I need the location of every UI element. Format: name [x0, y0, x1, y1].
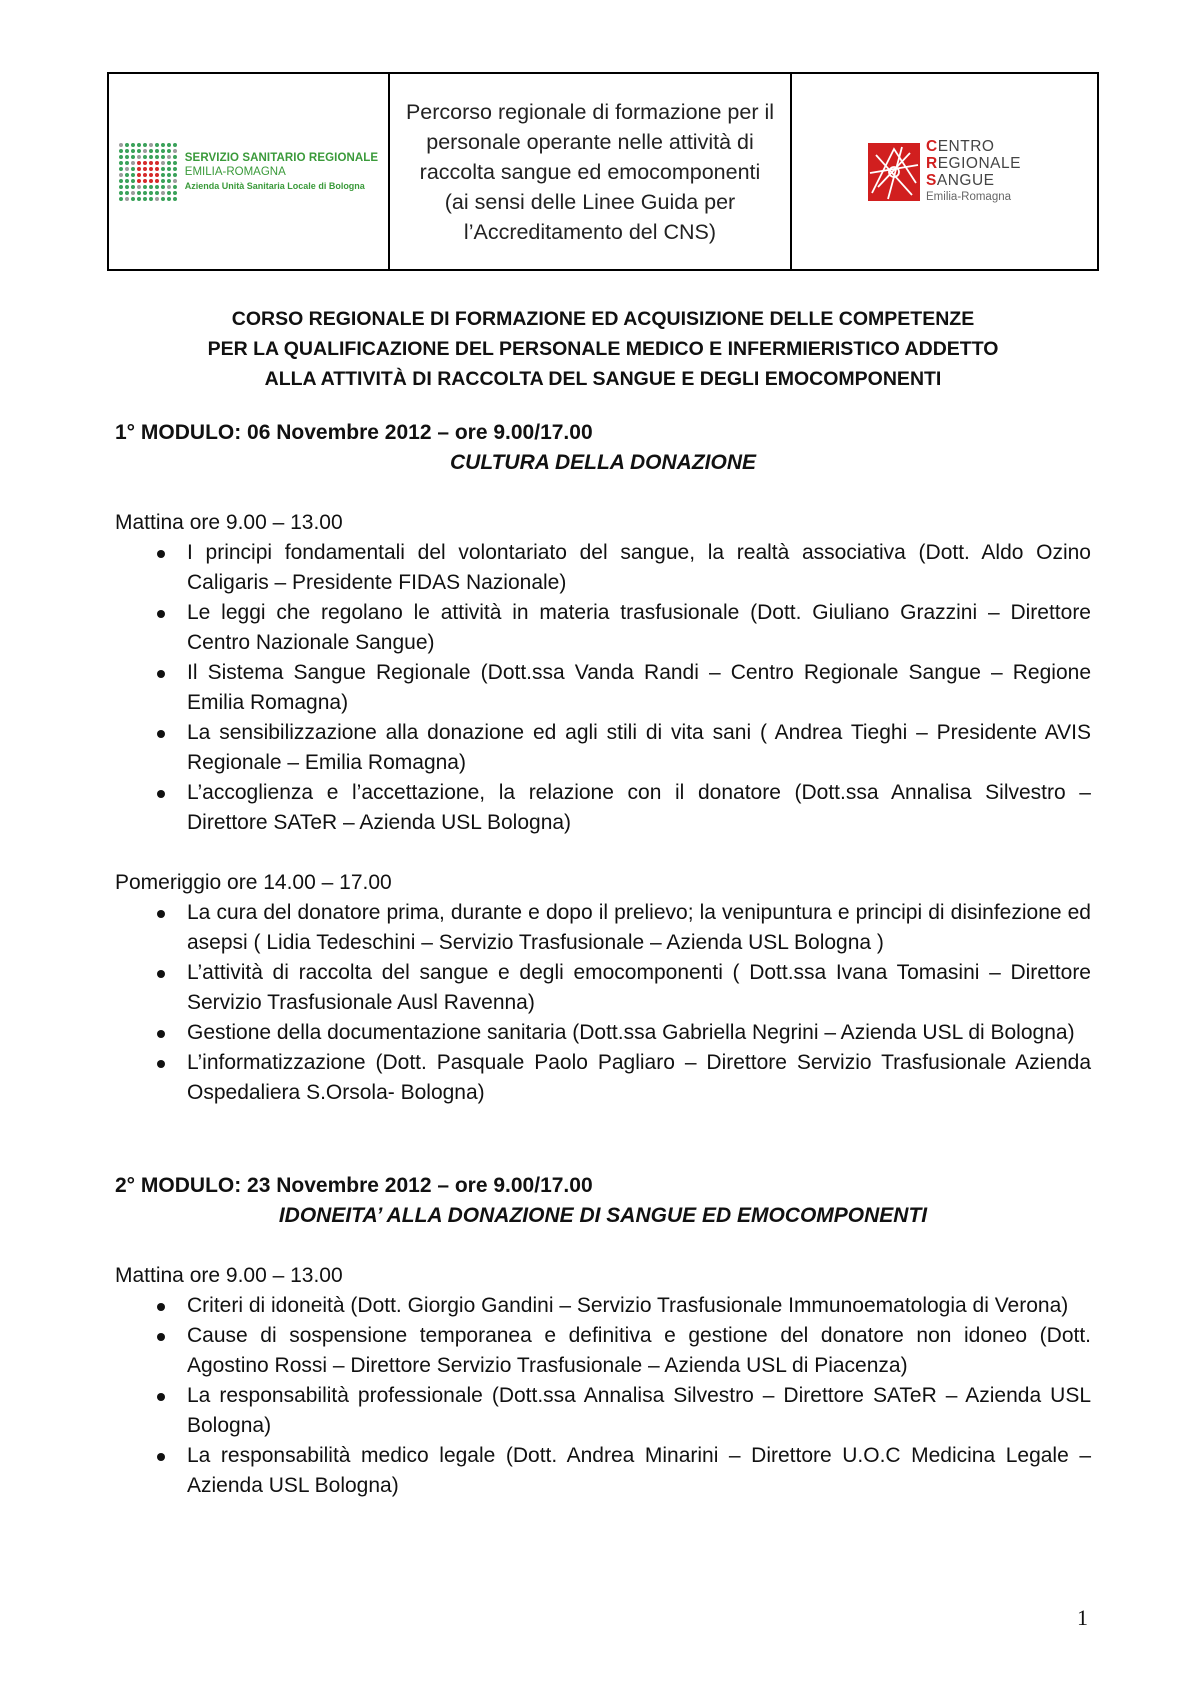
crs-logo-line4: Emilia-Romagna: [926, 190, 1012, 203]
module-1-subtitle: CULTURA DELLA DONAZIONE: [449, 451, 757, 474]
header-right-cell: [792, 74, 1097, 269]
list-item: Gestione della documentazione sanitaria (Dott.ssa Gabriella Negrini – Azienda USL di Bologna): [187, 1018, 1091, 1048]
header-center-text: [406, 97, 774, 247]
module-2-morning-list: [115, 1291, 1091, 1501]
list-item: Cause di sospensione temporanea e definitiva e gestione del donatore non idoneo (Dott. Agostino Rossi – Direttore Servizio Trasfusionale – Azienda USL di Piacenza): [187, 1321, 1091, 1381]
crs-mark-icon: [868, 143, 920, 201]
list-item: La cura del donatore prima, durante e dopo il prelievo; la venipuntura e principi di disinfezione ed asepsi ( Lidia Tedeschini – Servizio Trasfusionale – Azienda USL Bologna ): [187, 898, 1091, 958]
title-line: CORSO REGIONALE DI FORMAZIONE ED ACQUISIZIONE DELLE COMPETENZE: [231, 308, 975, 330]
list-item: La sensibilizzazione alla donazione ed agli stili di vita sani ( Andrea Tieghi – Presidente AVIS Regionale – Emilia Romagna): [187, 718, 1091, 778]
header-center-line: l’Accreditamento del CNS): [463, 219, 717, 244]
header-table: [107, 72, 1099, 271]
ssr-logo-line1: SERVIZIO SANITARIO REGIONALE: [184, 151, 379, 164]
title-line: ALLA ATTIVITÀ DI RACCOLTA DEL SANGUE E DEGLI EMOCOMPONENTI: [264, 368, 942, 390]
document-title: [107, 304, 1099, 394]
list-item: L’attività di raccolta del sangue e degli emocomponenti ( Dott.ssa Ivana Tomasini – Direttore Servizio Trasfusionale Ausl Ravenna): [187, 958, 1091, 1018]
list-item: Il Sistema Sangue Regionale (Dott.ssa Vanda Randi – Centro Regionale Sangue – Regione Emilia Romagna): [187, 658, 1091, 718]
header-left-cell: [109, 74, 390, 269]
list-item: I principi fondamentali del volontariato del sangue, la realtà associativa (Dott. Aldo Ozino Caligaris – Presidente FIDAS Nazionale): [187, 538, 1091, 598]
header-center-line: Percorso regionale di formazione per il: [405, 99, 775, 124]
list-item: L’accoglienza e l’accettazione, la relazione con il donatore (Dott.ssa Annalisa Silvestro – Direttore SATeR – Azienda USL Bologna): [187, 778, 1091, 838]
title-line: PER LA QUALIFICAZIONE DEL PERSONALE MEDICO E INFERMIERISTICO ADDETTO: [207, 338, 999, 360]
module-1: [115, 418, 1091, 1108]
list-item: L’informatizzazione (Dott. Pasquale Paolo Pagliaro – Direttore Servizio Trasfusionale Azienda Ospedaliera S.Orsola- Bologna): [187, 1048, 1091, 1108]
header-center-line: raccolta sangue ed emocomponenti: [419, 159, 761, 184]
list-item: Le leggi che regolano le attività in materia trasfusionale (Dott. Giuliano Grazzini – Direttore Centro Nazionale Sangue): [187, 598, 1091, 658]
header-center-cell: [390, 74, 792, 269]
crs-logo-line3: SANGUE: [926, 171, 995, 189]
header-center-line: (ai sensi delle Linee Guida per: [444, 189, 736, 214]
crs-logo-line2: REGIONALE: [926, 154, 1021, 172]
module-1-morning-label: Mattina ore 9.00 – 13.00: [115, 511, 343, 534]
module-1-afternoon-list: [115, 898, 1091, 1108]
list-item: Criteri di idoneità (Dott. Giorgio Gandini – Servizio Trasfusionale Immunoematologia di Verona): [187, 1291, 1091, 1321]
module-1-afternoon-label: Pomeriggio ore 14.00 – 17.00: [115, 871, 392, 894]
ssr-logo-line3: Azienda Unità Sanitaria Locale di Bologna: [184, 180, 365, 191]
list-item: La responsabilità medico legale (Dott. Andrea Minarini – Direttore U.O.C Medicina Legale – Azienda USL Bologna): [187, 1441, 1091, 1501]
page-number: 1: [1077, 1605, 1088, 1630]
module-2-morning-label: Mattina ore 9.00 – 13.00: [115, 1264, 343, 1287]
ssr-dots-icon: [119, 143, 177, 201]
crs-logo-line1: CENTRO: [926, 137, 995, 155]
module-2: [115, 1171, 1091, 1501]
module-2-subtitle: IDONEITA’ ALLA DONAZIONE DI SANGUE ED EMOCOMPONENTI: [278, 1204, 928, 1227]
module-1-morning-list: [115, 538, 1091, 838]
header-center-line: personale operante nelle attività di: [426, 129, 754, 154]
module-1-heading: 1° MODULO: 06 Novembre 2012 – ore 9.00/17.00: [115, 421, 593, 444]
ssr-logo-line2: EMILIA-ROMAGNA: [184, 165, 286, 178]
crs-logo: [868, 138, 1021, 206]
list-item: La responsabilità professionale (Dott.ssa Annalisa Silvestro – Direttore SATeR – Azienda USL Bologna): [187, 1381, 1091, 1441]
ssr-logo: [119, 143, 378, 201]
module-2-heading: 2° MODULO: 23 Novembre 2012 – ore 9.00/17.00: [115, 1174, 593, 1197]
